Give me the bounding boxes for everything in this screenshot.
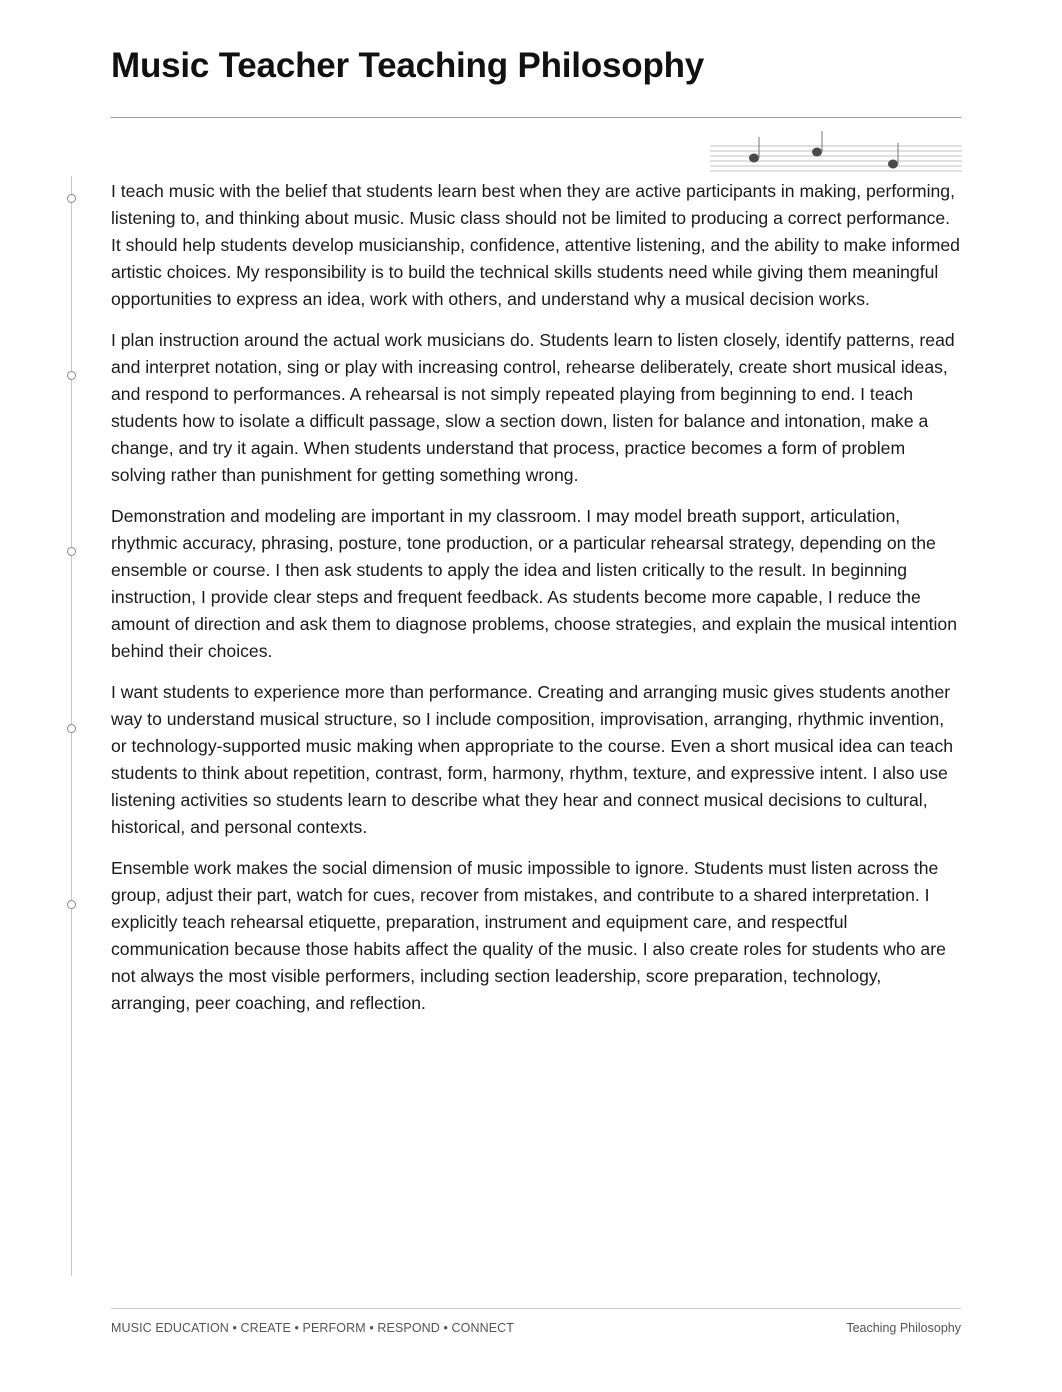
footer-tagline: MUSIC EDUCATION • CREATE • PERFORM • RESPOND • CONNECT (111, 1321, 515, 1335)
title-divider (111, 117, 961, 118)
paragraph-4: I want students to experience more than performance. Creating and arranging music gives students another way to understand musical structure, so I include composition, improvisation, arranging, rhythmic invention, or technology-supported music making when appropriate to the course. Even a short musical idea can teach students to think about repetition, contrast, form, harmony, rhythm, texture, and expressive intent. I also use listening activities so students learn to describe what they hear and connect musical decisions to cultural, historical, and personal contexts. (111, 682, 954, 837)
timeline-marker-icon (67, 194, 76, 203)
staff-lines (710, 146, 962, 171)
note-2-icon (812, 131, 822, 157)
note-1-icon (749, 137, 759, 163)
timeline-marker-icon (67, 547, 76, 556)
timeline-marker-icon (67, 900, 76, 909)
footer-section-label: Teaching Philosophy (846, 1321, 961, 1335)
timeline-marker-icon (67, 371, 76, 380)
paragraph-2: I plan instruction around the actual work musicians do. Students learn to listen closely, identify patterns, read and interpret notation, sing or play with increasing control, rehearse deliberately, create short musical ideas, and respond to performances. A rehearsal is not simply repeated playing from beginning to end. I teach students how to isolate a difficult passage, slow a section down, listen for balance and intonation, make a change, and try it again. When students understand that process, practice becomes a form of problem solving rather than punishment for getting something wrong. (111, 330, 955, 485)
timeline-marker-icon (67, 724, 76, 733)
philosophy-body (111, 178, 963, 1031)
paragraph-3: Demonstration and modeling are important in my classroom. I may model breath support, articulation, rhythmic accuracy, phrasing, posture, tone production, or a particular rehearsal strategy, depending on the ensemble or course. I then ask students to apply the idea and listen critically to the result. In beginning instruction, I provide clear steps and frequent feedback. As students become more capable, I reduce the amount of direction and ask them to diagnose problems, choose strategies, and explain the musical intention behind their choices. (111, 506, 957, 661)
paragraph-1: I teach music with the belief that students learn best when they are active participants in making, performing, listening to, and thinking about music. Music class should not be limited to producing a correct performance. It should help students develop musicianship, confidence, attentive listening, and the ability to make informed artistic choices. My responsibility is to build the technical skills students need while giving them meaningful opportunities to express an idea, work with others, and understand why a musical decision works. (111, 181, 960, 309)
paragraph-5: Ensemble work makes the social dimension of music impossible to ignore. Students must listen across the group, adjust their part, watch for cues, recover from mistakes, and contribute to a shared interpretation. I explicitly teach rehearsal etiquette, preparation, instrument and equipment care, and respectful communication because those habits affect the quality of the music. I also create roles for students who are not always the most visible performers, including section leadership, score preparation, technology, arranging, peer coaching, and reflection. (111, 858, 946, 1013)
footer-divider (111, 1308, 961, 1309)
page-title: Music Teacher Teaching Philosophy (111, 46, 705, 85)
music-staff-icon (710, 128, 962, 176)
